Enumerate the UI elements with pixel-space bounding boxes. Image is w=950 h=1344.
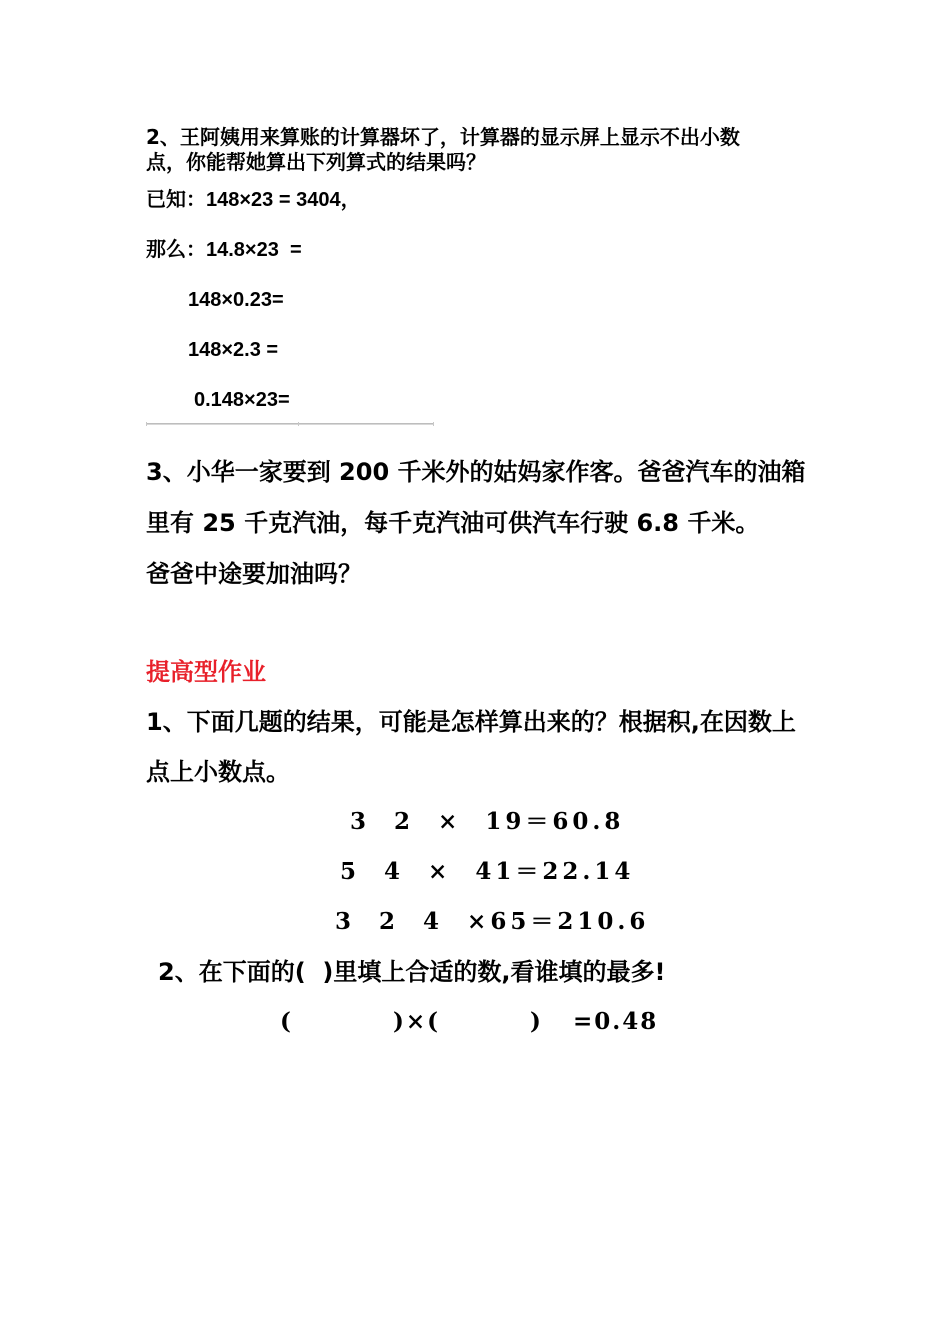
fill-in-blank: ( )×( ) =0.48 [280,1008,659,1035]
problem3-line2: 里有 25 千克汽油，每千克汽油可供汽车行驶 6.8 千米。 [146,509,760,537]
section-divider [146,423,434,425]
advanced-q2: 2、在下面的( )里填上合适的数,看谁填的最多! [158,958,666,986]
problem2-known: 已知：148×23 = 3404， [146,189,361,211]
advanced-q1-line2: 点上小数点。 [146,758,290,786]
divider-tick-right [433,422,434,426]
advanced-heading: 提高型作业 [146,658,266,686]
problem3-line3: 爸爸中途要加油吗？ [146,560,362,588]
problem2-item-1: 148×0.23= [188,289,284,311]
problem3-line1: 3、小华一家要到 200 千米外的姑妈家作客。爸爸汽车的油箱 [146,458,806,486]
problem2-line1: 2、王阿姨用来算账的计算器坏了，计算器的显示屏上显示不出小数 [146,125,740,149]
divider-tick-left [146,422,147,426]
problem2-item-3: 0.148×23= [194,389,290,411]
problem2-then: 那么：14.8×23 = [146,239,302,261]
equation-3: 3 2 4 ×65＝210.6 [335,908,650,935]
advanced-q1-line1: 1、下面几题的结果，可能是怎样算出来的？根据积,在因数上 [146,708,796,736]
problem2-line2: 点，你能帮她算出下列算式的结果吗？ [146,150,486,174]
divider-tick-mid [298,422,299,426]
equation-1: 3 2 × 19＝60.8 [350,808,625,835]
problem2-item-2: 148×2.3 = [188,339,279,361]
equation-2: 5 4 × 41＝22.14 [340,858,635,885]
